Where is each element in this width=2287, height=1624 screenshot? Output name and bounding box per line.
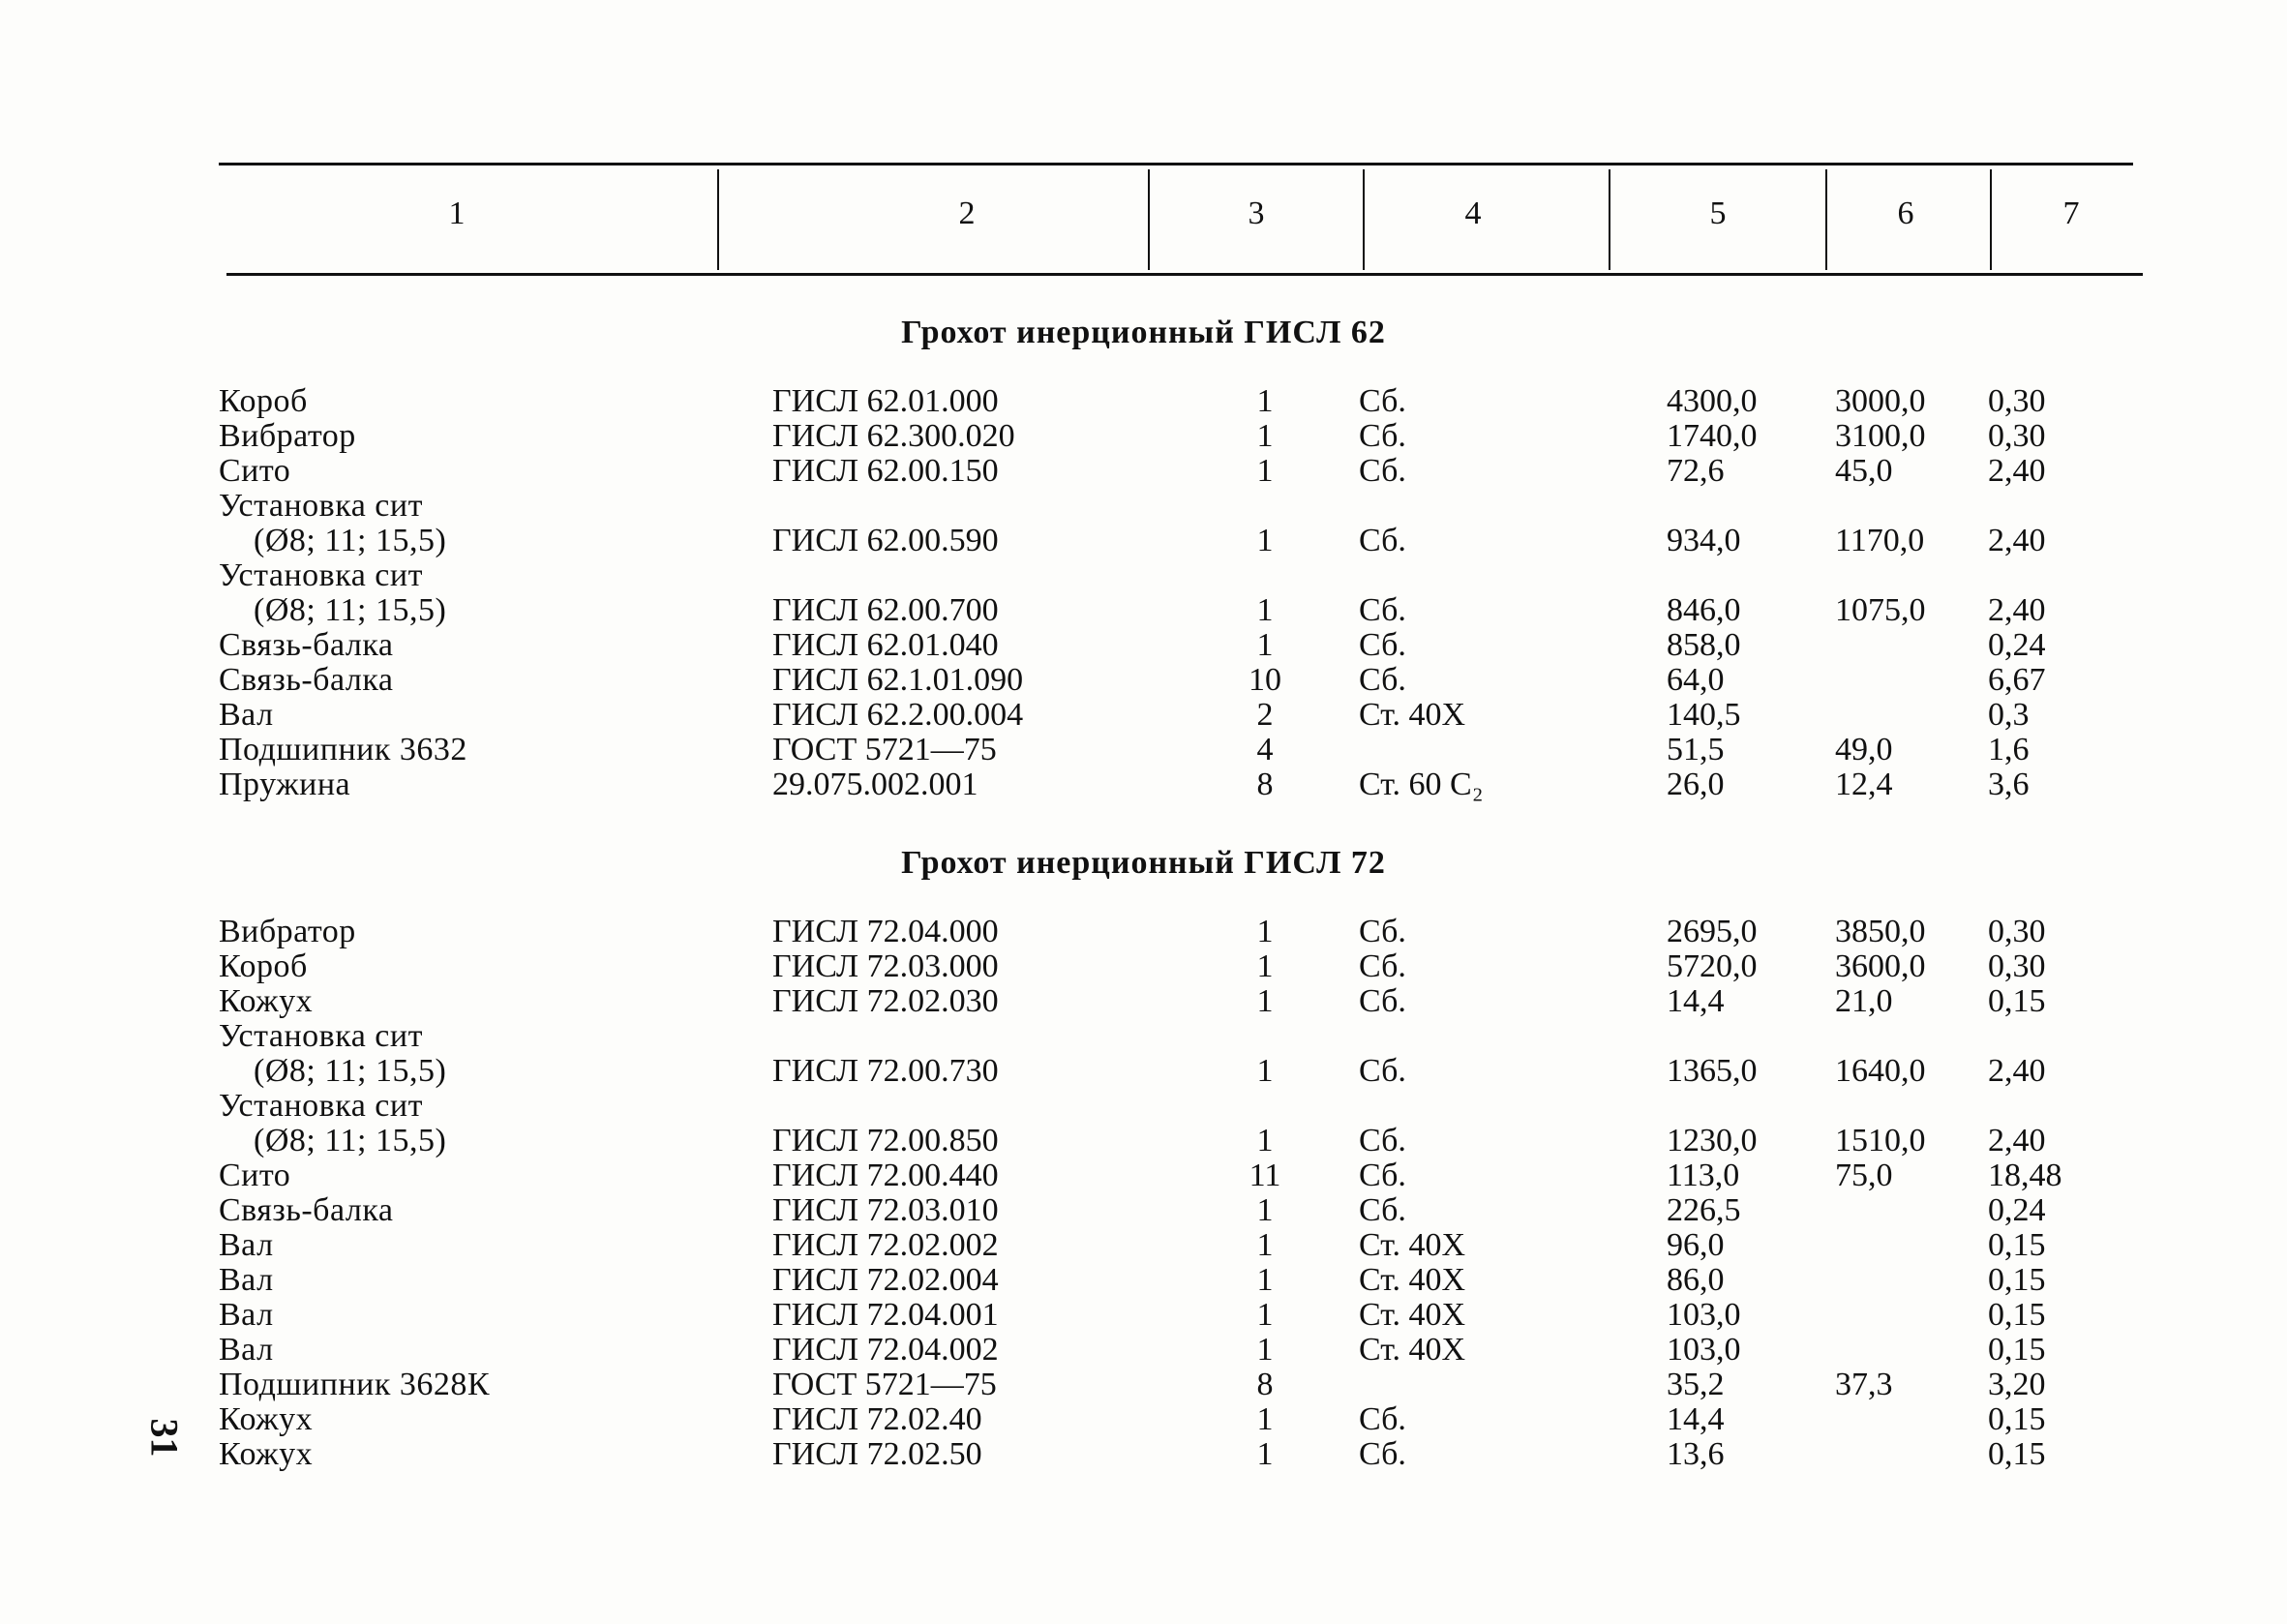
column-header-5: 5 xyxy=(1709,195,1727,231)
item-col6-value: 75,0 xyxy=(1835,1158,1893,1193)
item-name: Вал xyxy=(219,697,274,733)
item-col7-value: 0,30 xyxy=(1988,914,2046,949)
table-row-name-line xyxy=(0,1089,2287,1124)
item-col7-value: 1,6 xyxy=(1988,732,2030,767)
item-name: Связь-балка xyxy=(219,627,394,663)
table-row xyxy=(0,1437,2287,1472)
item-name: Вал xyxy=(219,1297,274,1333)
item-col5-value: 226,5 xyxy=(1667,1192,1741,1228)
item-col7-value: 6,67 xyxy=(1988,662,2046,698)
item-quantity: 8 xyxy=(1256,1367,1274,1402)
item-designation: ГИСЛ 72.02.50 xyxy=(772,1436,982,1472)
item-material: Ст. 40Х xyxy=(1359,1227,1466,1263)
item-col7-value: 0,15 xyxy=(1988,1262,2046,1298)
item-col6-value: 49,0 xyxy=(1835,732,1893,767)
item-quantity: 1 xyxy=(1256,1401,1274,1437)
item-col6-value: 1075,0 xyxy=(1835,592,1926,628)
table-row xyxy=(0,1228,2287,1263)
item-designation: ГИСЛ 72.00.850 xyxy=(772,1123,999,1158)
item-material: Сб. xyxy=(1359,914,1406,949)
item-quantity: 11 xyxy=(1249,1158,1281,1193)
item-material: Сб. xyxy=(1359,1123,1406,1158)
item-col7-value: 0,30 xyxy=(1988,418,2046,454)
item-designation: ГИСЛ 72.00.440 xyxy=(772,1158,999,1193)
item-designation: ГИСЛ 72.04.001 xyxy=(772,1297,999,1333)
item-designation: ГИСЛ 62.01.040 xyxy=(772,627,999,663)
item-col5-value: 4300,0 xyxy=(1667,383,1758,419)
item-col7-value: 3,6 xyxy=(1988,767,2030,802)
item-quantity: 1 xyxy=(1256,948,1274,984)
item-quantity: 1 xyxy=(1256,592,1274,628)
item-name: Связь-балка xyxy=(219,1192,394,1228)
item-col6-value: 3100,0 xyxy=(1835,418,1926,454)
item-col7-value: 0,15 xyxy=(1988,983,2046,1019)
item-name: Сито xyxy=(219,453,291,489)
item-name: Вибратор xyxy=(219,914,356,949)
item-designation: ГИСЛ 72.02.004 xyxy=(772,1262,999,1298)
column-header-2: 2 xyxy=(958,195,976,231)
table-row xyxy=(0,1054,2287,1089)
item-designation: ГИСЛ 62.00.700 xyxy=(772,592,999,628)
item-quantity: 2 xyxy=(1256,697,1274,733)
item-designation: ГИСЛ 72.00.730 xyxy=(772,1053,999,1089)
table-row xyxy=(0,984,2287,1019)
item-col7-value: 0,3 xyxy=(1988,697,2030,733)
table-row xyxy=(0,454,2287,489)
item-designation: ГИСЛ 62.2.00.004 xyxy=(772,697,1024,733)
item-name: Кожух xyxy=(219,1436,314,1472)
column-header-6: 6 xyxy=(1897,195,1914,231)
item-col5-value: 13,6 xyxy=(1667,1436,1725,1472)
item-col5-value: 113,0 xyxy=(1667,1158,1740,1193)
item-col7-value: 0,15 xyxy=(1988,1227,2046,1263)
column-header-4: 4 xyxy=(1464,195,1482,231)
item-material: Сб. xyxy=(1359,627,1406,663)
item-designation: ГОСТ 5721—75 xyxy=(772,1367,997,1402)
item-designation: ГОСТ 5721—75 xyxy=(772,732,997,767)
item-col7-value: 0,24 xyxy=(1988,627,2046,663)
item-col5-value: 26,0 xyxy=(1667,767,1725,802)
item-col7-value: 0,15 xyxy=(1988,1332,2046,1368)
item-col6-value: 1640,0 xyxy=(1835,1053,1926,1089)
section-rows-gisl-72 xyxy=(0,915,2287,1472)
section-rows-gisl-62 xyxy=(0,384,2287,802)
item-material: Сб. xyxy=(1359,523,1406,558)
table-row xyxy=(0,1333,2287,1368)
item-col7-value: 0,15 xyxy=(1988,1297,2046,1333)
item-col5-value: 51,5 xyxy=(1667,732,1725,767)
table-row xyxy=(0,524,2287,558)
table-row xyxy=(0,767,2287,802)
item-name: Пружина xyxy=(219,767,351,802)
item-name: Установка сит xyxy=(219,1088,423,1124)
item-quantity: 1 xyxy=(1256,383,1274,419)
header-divider xyxy=(1363,169,1365,270)
item-col6-value: 1510,0 xyxy=(1835,1123,1926,1158)
item-quantity: 1 xyxy=(1256,523,1274,558)
table-row xyxy=(0,419,2287,454)
item-col6-value: 3600,0 xyxy=(1835,948,1926,984)
item-name: Сито xyxy=(219,1158,291,1193)
table-row xyxy=(0,698,2287,733)
table-row xyxy=(0,663,2287,698)
item-designation: 29.075.002.001 xyxy=(772,767,978,802)
item-quantity: 1 xyxy=(1256,983,1274,1019)
item-material: Сб. xyxy=(1359,418,1406,454)
item-name: Вал xyxy=(219,1227,274,1263)
header-divider xyxy=(1990,169,1992,270)
item-col5-value: 14,4 xyxy=(1667,1401,1725,1437)
item-col5-value: 846,0 xyxy=(1667,592,1741,628)
item-col6-value: 3000,0 xyxy=(1835,383,1926,419)
table-row xyxy=(0,1263,2287,1298)
item-material: Сб. xyxy=(1359,383,1406,419)
column-header-7: 7 xyxy=(2062,195,2080,231)
table-row xyxy=(0,1158,2287,1193)
item-col5-value: 1740,0 xyxy=(1667,418,1758,454)
item-col5-value: 1365,0 xyxy=(1667,1053,1758,1089)
table-row xyxy=(0,1402,2287,1437)
item-designation: ГИСЛ 72.02.002 xyxy=(772,1227,999,1263)
item-col5-value: 72,6 xyxy=(1667,453,1725,489)
item-designation: ГИСЛ 62.01.000 xyxy=(772,383,999,419)
item-quantity: 1 xyxy=(1256,1332,1274,1368)
item-name: Установка сит xyxy=(219,1018,423,1054)
item-designation: ГИСЛ 72.03.000 xyxy=(772,948,999,984)
item-col5-value: 858,0 xyxy=(1667,627,1741,663)
item-quantity: 1 xyxy=(1256,1297,1274,1333)
header-divider xyxy=(717,169,719,270)
item-col7-value: 0,30 xyxy=(1988,948,2046,984)
item-col5-value: 86,0 xyxy=(1667,1262,1725,1298)
item-material: Ст. 40Х xyxy=(1359,1297,1466,1333)
item-quantity: 1 xyxy=(1256,627,1274,663)
header-divider xyxy=(1148,169,1150,270)
item-quantity: 1 xyxy=(1256,1262,1274,1298)
item-col5-value: 35,2 xyxy=(1667,1367,1725,1402)
item-designation: ГИСЛ 62.00.150 xyxy=(772,453,999,489)
item-name: (Ø8; 11; 15,5) xyxy=(254,592,447,628)
item-material: Сб. xyxy=(1359,1436,1406,1472)
item-material: Ст. 40Х xyxy=(1359,697,1466,733)
item-quantity: 1 xyxy=(1256,1123,1274,1158)
item-quantity: 1 xyxy=(1256,1053,1274,1089)
item-col7-value: 0,24 xyxy=(1988,1192,2046,1228)
item-name: Кожух xyxy=(219,1401,314,1437)
item-quantity: 1 xyxy=(1256,418,1274,454)
item-material: Сб. xyxy=(1359,1158,1406,1193)
item-col7-value: 0,30 xyxy=(1988,383,2046,419)
item-material: Сб. xyxy=(1359,1053,1406,1089)
header-divider xyxy=(1609,169,1610,270)
item-col5-value: 96,0 xyxy=(1667,1227,1725,1263)
item-name: (Ø8; 11; 15,5) xyxy=(254,1123,447,1158)
item-material: Сб. xyxy=(1359,983,1406,1019)
item-name: (Ø8; 11; 15,5) xyxy=(254,523,447,558)
item-col7-value: 18,48 xyxy=(1988,1158,2062,1193)
item-quantity: 1 xyxy=(1256,1192,1274,1228)
item-material: Ст. 40Х xyxy=(1359,1262,1466,1298)
table-row xyxy=(0,628,2287,663)
item-material: Сб. xyxy=(1359,948,1406,984)
item-col5-value: 14,4 xyxy=(1667,983,1725,1019)
item-quantity: 8 xyxy=(1256,767,1274,802)
item-designation: ГИСЛ 72.02.030 xyxy=(772,983,999,1019)
item-name: Короб xyxy=(219,383,308,419)
item-designation: ГИСЛ 72.04.002 xyxy=(772,1332,999,1368)
table-row xyxy=(0,384,2287,419)
item-name: Подшипник 3628К xyxy=(219,1367,491,1402)
item-col5-value: 5720,0 xyxy=(1667,948,1758,984)
item-material: Сб. xyxy=(1359,592,1406,628)
item-col6-value: 45,0 xyxy=(1835,453,1893,489)
page-number: 31 xyxy=(142,1418,187,1458)
header-bottom-rule xyxy=(226,273,2143,276)
item-name: Вибратор xyxy=(219,418,356,454)
item-name: Вал xyxy=(219,1332,274,1368)
header-top-rule xyxy=(219,163,2133,165)
item-designation: ГИСЛ 72.02.40 xyxy=(772,1401,982,1437)
table-row xyxy=(0,915,2287,949)
item-col7-value: 0,15 xyxy=(1988,1401,2046,1437)
item-col5-value: 103,0 xyxy=(1667,1332,1741,1368)
item-col7-value: 2,40 xyxy=(1988,523,2046,558)
item-quantity: 1 xyxy=(1256,1436,1274,1472)
item-material: Сб. xyxy=(1359,1192,1406,1228)
table-row-name-line xyxy=(0,489,2287,524)
item-material: Сб. xyxy=(1359,453,1406,489)
item-designation: ГИСЛ 62.00.590 xyxy=(772,523,999,558)
item-material: Сб. xyxy=(1359,1401,1406,1437)
section-title-gisl-72: Грохот инерционный ГИСЛ 72 xyxy=(901,845,1386,881)
item-name: Вал xyxy=(219,1262,274,1298)
item-col7-value: 2,40 xyxy=(1988,592,2046,628)
table-row xyxy=(0,1193,2287,1228)
table-row xyxy=(0,1124,2287,1158)
item-material: Сб. xyxy=(1359,662,1406,698)
table-row-name-line xyxy=(0,558,2287,593)
item-col5-value: 934,0 xyxy=(1667,523,1741,558)
section-title-gisl-62: Грохот инерционный ГИСЛ 62 xyxy=(901,315,1386,350)
table-row xyxy=(0,733,2287,767)
item-designation: ГИСЛ 72.04.000 xyxy=(772,914,999,949)
item-designation: ГИСЛ 62.300.020 xyxy=(772,418,1015,454)
item-name: (Ø8; 11; 15,5) xyxy=(254,1053,447,1089)
item-col6-value: 12,4 xyxy=(1835,767,1893,802)
item-col6-value: 1170,0 xyxy=(1835,523,1925,558)
item-material: Ст. 60 С₂ xyxy=(1359,767,1484,802)
item-name: Связь-балка xyxy=(219,662,394,698)
item-name: Подшипник 3632 xyxy=(219,732,467,767)
table-row xyxy=(0,593,2287,628)
item-material: Ст. 40Х xyxy=(1359,1332,1466,1368)
item-name: Установка сит xyxy=(219,488,423,524)
item-name: Установка сит xyxy=(219,557,423,593)
item-name: Короб xyxy=(219,948,308,984)
item-col7-value: 2,40 xyxy=(1988,453,2046,489)
table-row xyxy=(0,1298,2287,1333)
item-col5-value: 2695,0 xyxy=(1667,914,1758,949)
item-col5-value: 1230,0 xyxy=(1667,1123,1758,1158)
item-quantity: 1 xyxy=(1256,914,1274,949)
item-col6-value: 37,3 xyxy=(1835,1367,1893,1402)
item-quantity: 4 xyxy=(1256,732,1274,767)
item-col7-value: 2,40 xyxy=(1988,1123,2046,1158)
item-col5-value: 103,0 xyxy=(1667,1297,1741,1333)
item-quantity: 10 xyxy=(1249,662,1281,698)
item-designation: ГИСЛ 62.1.01.090 xyxy=(772,662,1024,698)
item-col5-value: 140,5 xyxy=(1667,697,1741,733)
item-col5-value: 64,0 xyxy=(1667,662,1725,698)
item-quantity: 1 xyxy=(1256,453,1274,489)
table-row-name-line xyxy=(0,1019,2287,1054)
table-row xyxy=(0,1368,2287,1402)
item-col6-value: 21,0 xyxy=(1835,983,1893,1019)
item-col7-value: 3,20 xyxy=(1988,1367,2046,1402)
header-divider xyxy=(1825,169,1827,270)
item-name: Кожух xyxy=(219,983,314,1019)
column-header-1: 1 xyxy=(448,195,466,231)
item-designation: ГИСЛ 72.03.010 xyxy=(772,1192,999,1228)
item-col6-value: 3850,0 xyxy=(1835,914,1926,949)
column-header-3: 3 xyxy=(1248,195,1265,231)
item-col7-value: 2,40 xyxy=(1988,1053,2046,1089)
item-quantity: 1 xyxy=(1256,1227,1274,1263)
table-row xyxy=(0,949,2287,984)
item-col7-value: 0,15 xyxy=(1988,1436,2046,1472)
